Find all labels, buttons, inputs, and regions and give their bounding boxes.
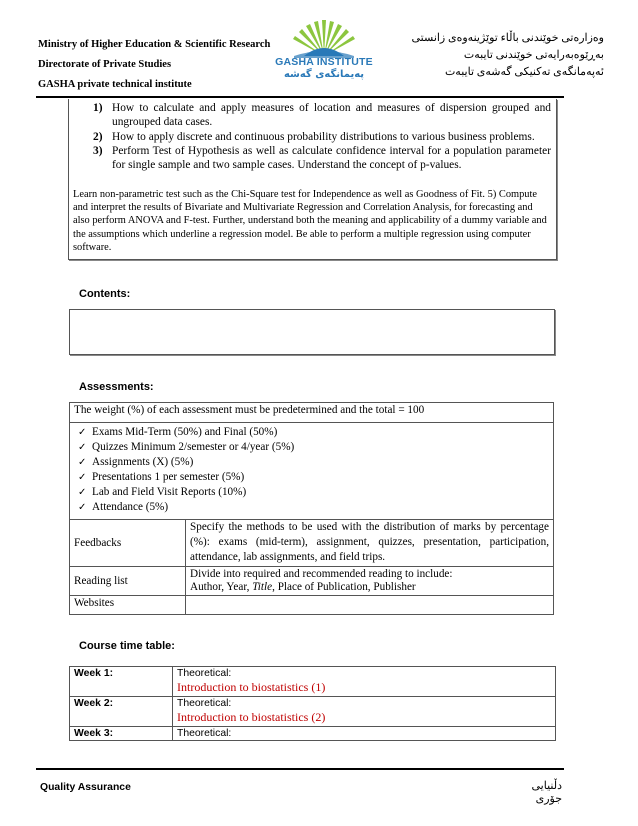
assessments-heading: Assessments: (79, 381, 154, 393)
list-item: ✓ Lab and Field Visit Reports (10%) (78, 486, 247, 498)
week-label: Week 2: (70, 697, 173, 727)
table-row (70, 423, 554, 520)
objective-number: 3) (93, 144, 103, 157)
feedbacks-text: Specify the methods to be used with the distribution of marks by percentage (%): exams (mid-term), assignment, quizzes, presentation, participation, attendance, lab assignments, and field trips. (186, 520, 554, 567)
websites-value (186, 596, 554, 615)
logo-subtitle: پەیمانگەی گەشە (283, 69, 365, 80)
week-content: Theoretical: Introduction to biostatistics (1) (173, 667, 556, 697)
header-divider (36, 96, 564, 98)
table-row (70, 403, 554, 423)
sun-rays-icon (274, 18, 374, 58)
timetable-heading: Course time table: (79, 640, 175, 652)
contents-heading: Contents: (79, 288, 131, 300)
checkmark-icon: ✓ (78, 472, 87, 483)
ministry-name: Ministry of Higher Education & Scientific Research (38, 39, 271, 50)
header-english (38, 40, 308, 100)
week-content: Theoretical: Introduction to biostatistics (2) (173, 697, 556, 727)
objective-item (69, 144, 556, 173)
websites-label: Websites (70, 596, 186, 615)
assessments-table (69, 402, 554, 615)
objective-text: Perform Test of Hypothesis as well as calculate confidence interval for a population parameter for single sample and two sample cases. Understand the concept of p-values. (112, 144, 551, 172)
week-label: Week 1: (70, 667, 173, 697)
checkmark-icon: ✓ (78, 442, 87, 453)
directorate-name-kurdish: بەڕێوەبەرایەتی خوێندنی تایبەت (463, 49, 604, 61)
table-row (70, 567, 554, 596)
objectives-box (68, 99, 557, 260)
table-row (70, 697, 556, 727)
checkmark-icon: ✓ (78, 427, 87, 438)
objective-number: 1) (93, 102, 103, 114)
objectives-list (69, 101, 556, 172)
objectives-paragraph: Learn non-parametric test such as the Chi-Square test for Independence as well as Goodness of Fit. 5) Compute and interpret the results of Bivariate and Multivariate Regression and Correlation Analysis, for forecasting and also perform ANOVA and F-test. Further, understand both the meaning and applicability of a dummy variable and the assumptions which underline a regression model. Be able to perform a multiple regression using computer software. (73, 189, 547, 253)
list-item: ✓ Presentations 1 per semester (5%) (78, 471, 245, 483)
objective-number: 2) (93, 130, 103, 143)
objective-item (69, 130, 556, 144)
assessment-intro: The weight (%) of each assessment must be predetermined and the total = 100 (70, 403, 554, 423)
footer-divider (36, 768, 564, 770)
reading-list-label: Reading list (70, 567, 186, 596)
logo-title: GASHA INSTITUTE (275, 56, 373, 68)
checkmark-icon: ✓ (78, 487, 87, 498)
directorate-name: Directorate of Private Studies (38, 59, 172, 70)
footer-quality-assurance: Quality Assurance (40, 782, 131, 793)
list-item: ✓ Exams Mid-Term (50%) and Final (50%) (78, 426, 278, 438)
table-row (70, 520, 554, 567)
institute-name: GASHA private technical institute (38, 79, 192, 90)
table-row (70, 667, 556, 697)
course-timetable (69, 666, 556, 741)
header-kurdish (374, 33, 604, 84)
contents-box (69, 309, 555, 355)
feedbacks-label: Feedbacks (70, 520, 186, 567)
week-topic: Introduction to biostatistics (1) (177, 680, 326, 694)
reading-list-text: Divide into required and recommended reading to include: Author, Year, Title, Place of Publication, Publisher (186, 567, 554, 596)
list-item: ✓ Quizzes Minimum 2/semester or 4/year (5%) (78, 441, 295, 453)
table-row (70, 596, 554, 615)
list-item: ✓ Assignments (X) (5%) (78, 456, 194, 468)
checkmark-icon: ✓ (78, 502, 87, 513)
objective-text: How to calculate and apply measures of location and measures of dispersion grouped and ungrouped data cases. (112, 102, 551, 129)
objective-text: How to apply discrete and continuous probability distributions to various business problems. (112, 130, 535, 143)
footer-kurdish: دڵنیایی جۆری (531, 780, 562, 805)
table-row (70, 727, 556, 741)
institute-logo (274, 18, 374, 86)
checkmark-icon: ✓ (78, 457, 87, 468)
ministry-name-kurdish: وەزارەتی خوێندنی باڵاء توێژینەوەی زانستی (411, 32, 604, 44)
institute-name-kurdish: ئەپەمانگەی تەکنیکی گەشەی تایبەت (444, 66, 604, 78)
week-label: Week 3: (70, 727, 173, 741)
objective-item (69, 101, 556, 130)
list-item: ✓ Attendance (5%) (78, 501, 169, 513)
week-content: Theoretical: (173, 727, 556, 741)
week-topic: Introduction to biostatistics (2) (177, 710, 326, 724)
assessment-items (70, 423, 554, 520)
